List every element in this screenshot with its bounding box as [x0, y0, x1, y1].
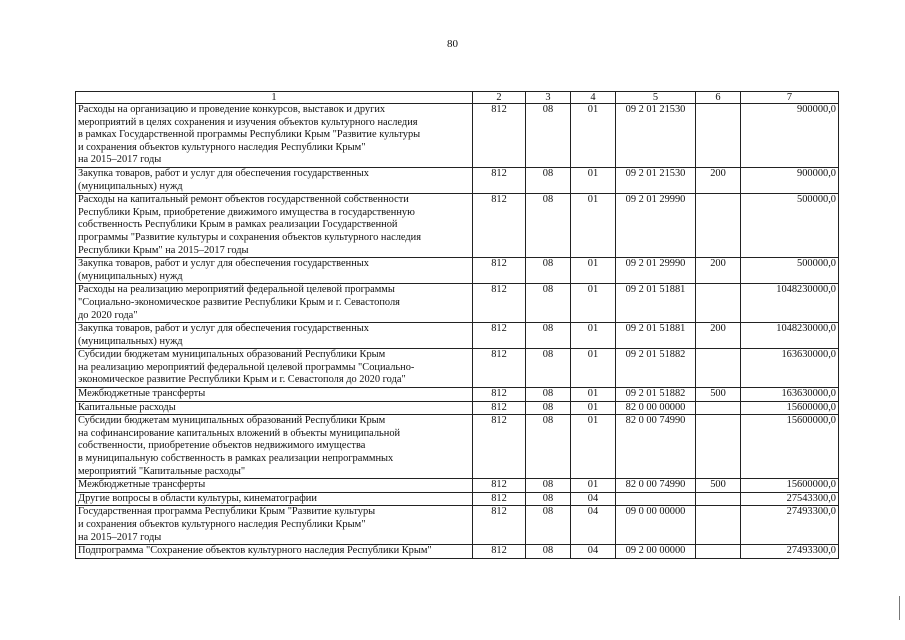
code-cell: 08 [526, 545, 571, 559]
code-cell: 812 [473, 167, 526, 193]
code-cell: 09 2 01 51882 [616, 349, 696, 388]
code-cell: 09 2 01 29990 [616, 258, 696, 284]
column-header: 6 [696, 92, 741, 104]
code-cell: 812 [473, 323, 526, 349]
code-cell [616, 492, 696, 506]
code-cell: 82 0 00 74990 [616, 415, 696, 479]
code-cell: 01 [571, 388, 616, 402]
code-cell: 01 [571, 258, 616, 284]
column-header: 2 [473, 92, 526, 104]
description-cell: Расходы на капитальный ремонт объектов государственной собственности Республики Крым, приобретение движимого имущества в государственную собственность Республики Крым в рамках реализации Государственной программы "Развитие культуры и сохранения объектов культурного наследия Республики Крым" на 2015–2017 годы [76, 194, 473, 258]
code-cell: 08 [526, 284, 571, 323]
table-row [76, 104, 839, 168]
table-row [76, 506, 839, 545]
code-cell: 08 [526, 349, 571, 388]
code-cell: 82 0 00 74990 [616, 479, 696, 493]
code-cell: 01 [571, 104, 616, 168]
table-row [76, 401, 839, 415]
code-cell: 200 [696, 323, 741, 349]
table-row [76, 167, 839, 193]
code-cell: 08 [526, 401, 571, 415]
description-cell: Подпрограмма "Сохранение объектов культурного наследия Республики Крым" [76, 545, 473, 559]
column-header: 4 [571, 92, 616, 104]
amount-cell: 15600000,0 [741, 415, 839, 479]
amount-cell: 27493300,0 [741, 545, 839, 559]
description-cell: Межбюджетные трансферты [76, 388, 473, 402]
code-cell: 09 2 01 21530 [616, 104, 696, 168]
code-cell: 08 [526, 492, 571, 506]
code-cell: 812 [473, 104, 526, 168]
column-header: 3 [526, 92, 571, 104]
code-cell: 01 [571, 479, 616, 493]
code-cell: 200 [696, 258, 741, 284]
table-row [76, 258, 839, 284]
code-cell: 812 [473, 258, 526, 284]
code-cell: 812 [473, 506, 526, 545]
column-header: 1 [76, 92, 473, 104]
code-cell: 200 [696, 167, 741, 193]
code-cell: 08 [526, 479, 571, 493]
code-cell: 08 [526, 323, 571, 349]
code-cell: 01 [571, 284, 616, 323]
amount-cell: 27543300,0 [741, 492, 839, 506]
table-row [76, 492, 839, 506]
code-cell: 04 [571, 492, 616, 506]
code-cell: 08 [526, 506, 571, 545]
table-row [76, 545, 839, 559]
table-row [76, 479, 839, 493]
code-cell [696, 401, 741, 415]
code-cell: 01 [571, 194, 616, 258]
table-row [76, 349, 839, 388]
description-cell: Другие вопросы в области культуры, кинематографии [76, 492, 473, 506]
amount-cell: 15600000,0 [741, 401, 839, 415]
code-cell: 08 [526, 258, 571, 284]
amount-cell: 27493300,0 [741, 506, 839, 545]
code-cell: 08 [526, 194, 571, 258]
amount-cell: 500000,0 [741, 194, 839, 258]
table-row [76, 284, 839, 323]
code-cell: 812 [473, 388, 526, 402]
code-cell: 812 [473, 401, 526, 415]
description-cell: Субсидии бюджетам муниципальных образований Республики Крым на реализацию мероприятий федеральной целевой программы "Социально- экономическое развитие Республики Крым и г. Севастополя до 2020 года" [76, 349, 473, 388]
code-cell: 812 [473, 284, 526, 323]
amount-cell: 163630000,0 [741, 388, 839, 402]
code-cell: 09 2 01 51881 [616, 284, 696, 323]
table-header [76, 92, 839, 104]
amount-cell: 1048230000,0 [741, 323, 839, 349]
code-cell: 82 0 00 00000 [616, 401, 696, 415]
code-cell: 812 [473, 479, 526, 493]
table-row [76, 388, 839, 402]
code-cell: 09 2 01 29990 [616, 194, 696, 258]
page-number: 80 [447, 38, 458, 50]
description-cell: Капитальные расходы [76, 401, 473, 415]
code-cell: 500 [696, 479, 741, 493]
code-cell: 01 [571, 167, 616, 193]
amount-cell: 163630000,0 [741, 349, 839, 388]
code-cell: 812 [473, 349, 526, 388]
code-cell [696, 284, 741, 323]
code-cell: 08 [526, 415, 571, 479]
code-cell [696, 492, 741, 506]
header-row [76, 92, 839, 104]
description-cell: Расходы на реализацию мероприятий федеральной целевой программы "Социально-экономическое развитие Республики Крым и г. Севастополя до 2020 года" [76, 284, 473, 323]
description-cell: Субсидии бюджетам муниципальных образований Республики Крым на софинансирование капитальных вложений в объекты муниципальной собственности, приобретение объектов недвижимого имущества в муниципальную собственность в рамках реализации непрограммных мероприятий "Капитальные расходы" [76, 415, 473, 479]
code-cell [696, 194, 741, 258]
code-cell: 08 [526, 167, 571, 193]
code-cell: 812 [473, 545, 526, 559]
code-cell: 04 [571, 506, 616, 545]
table-row [76, 415, 839, 479]
description-cell: Межбюджетные трансферты [76, 479, 473, 493]
code-cell: 09 2 01 21530 [616, 167, 696, 193]
table-row [76, 323, 839, 349]
description-cell: Закупка товаров, работ и услуг для обеспечения государственных (муниципальных) нужд [76, 167, 473, 193]
code-cell: 01 [571, 401, 616, 415]
code-cell: 812 [473, 492, 526, 506]
table-body [76, 104, 839, 559]
amount-cell: 1048230000,0 [741, 284, 839, 323]
description-cell: Закупка товаров, работ и услуг для обеспечения государственных (муниципальных) нужд [76, 323, 473, 349]
amount-cell: 500000,0 [741, 258, 839, 284]
amount-cell: 15600000,0 [741, 479, 839, 493]
code-cell: 09 2 00 00000 [616, 545, 696, 559]
amount-cell: 900000,0 [741, 104, 839, 168]
code-cell: 09 2 01 51882 [616, 388, 696, 402]
code-cell [696, 506, 741, 545]
description-cell: Закупка товаров, работ и услуг для обеспечения государственных (муниципальных) нужд [76, 258, 473, 284]
code-cell [696, 415, 741, 479]
code-cell: 500 [696, 388, 741, 402]
description-cell: Государственная программа Республики Крым "Развитие культуры и сохранения объектов культурного наследия Республики Крым" на 2015–2017 годы [76, 506, 473, 545]
code-cell: 08 [526, 388, 571, 402]
scan-edge-mark [899, 596, 900, 620]
code-cell: 01 [571, 415, 616, 479]
code-cell: 09 0 00 00000 [616, 506, 696, 545]
budget-table [75, 91, 839, 559]
table-row [76, 194, 839, 258]
description-cell: Расходы на организацию и проведение конкурсов, выставок и других мероприятий в целях сохранения и изучения объектов культурного наследия в рамках Государственной программы Республики Крым "Развитие культуры и сохранения объектов культурного наследия Республики Крым" на 2015–2017 годы [76, 104, 473, 168]
column-header: 5 [616, 92, 696, 104]
amount-cell: 900000,0 [741, 167, 839, 193]
code-cell: 04 [571, 545, 616, 559]
code-cell [696, 545, 741, 559]
column-header: 7 [741, 92, 839, 104]
code-cell: 812 [473, 194, 526, 258]
code-cell: 812 [473, 415, 526, 479]
code-cell: 09 2 01 51881 [616, 323, 696, 349]
code-cell: 08 [526, 104, 571, 168]
code-cell [696, 104, 741, 168]
code-cell [696, 349, 741, 388]
code-cell: 01 [571, 323, 616, 349]
code-cell: 01 [571, 349, 616, 388]
